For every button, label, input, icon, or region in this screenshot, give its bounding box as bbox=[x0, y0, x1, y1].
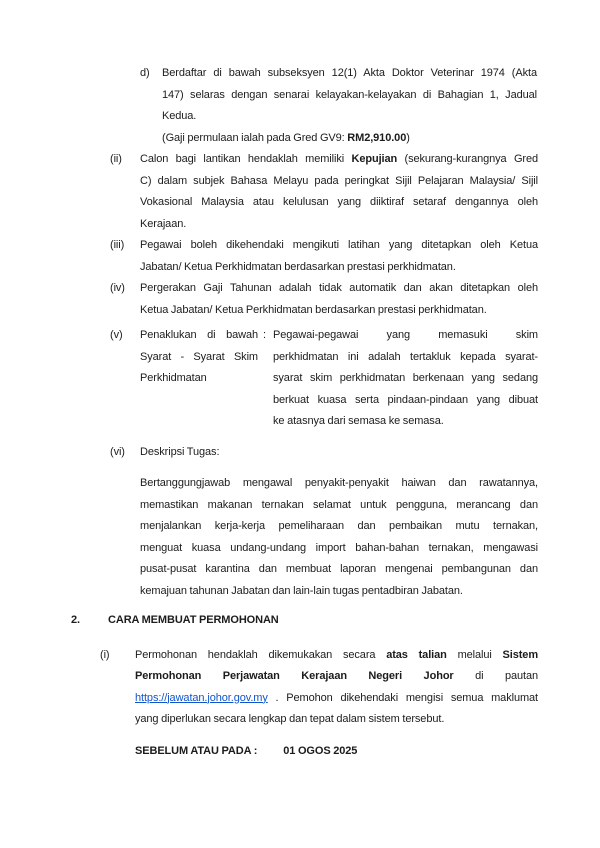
bold-text: atas talian bbox=[386, 648, 447, 661]
text-line bbox=[140, 214, 538, 236]
text-line bbox=[140, 368, 258, 390]
item-vi-label: (vi) bbox=[110, 445, 125, 458]
text-line bbox=[162, 106, 537, 128]
text-line bbox=[135, 709, 538, 731]
text-line bbox=[140, 495, 538, 517]
text-line bbox=[140, 257, 538, 279]
text-line bbox=[140, 300, 538, 322]
text-run: Syarat - Syarat Skim bbox=[140, 350, 258, 363]
item-iv bbox=[110, 278, 600, 321]
text-run: perkhidmatan ini adalah tertakluk kepada syarat- bbox=[273, 350, 538, 363]
text-run: berkuat kuasa serta pindaan-pindaan yang dibuat bbox=[273, 393, 538, 406]
text-line bbox=[140, 559, 538, 581]
bold-text: RM2,910.00 bbox=[347, 131, 407, 144]
text-run: melalui bbox=[446, 648, 503, 661]
item-i-label: (i) bbox=[100, 648, 110, 661]
item-vi-paragraph bbox=[140, 473, 538, 602]
text-run: (Gaji permulaan ialah pada Gred GV9: bbox=[162, 131, 348, 144]
text-line bbox=[273, 368, 538, 390]
text-line bbox=[140, 473, 538, 495]
text-run: pusat-pusat karantina dan membuat laporan mengenai pembangunan dan bbox=[140, 563, 538, 575]
item-ii-body bbox=[140, 149, 538, 235]
text-line bbox=[273, 411, 538, 433]
text-line bbox=[140, 171, 538, 193]
item-iii-label: (iii) bbox=[110, 239, 125, 251]
text-line bbox=[162, 63, 537, 85]
text-run: di pautan bbox=[453, 670, 538, 682]
item-ii-label: (ii) bbox=[110, 153, 122, 165]
text-line bbox=[140, 581, 538, 603]
text-line bbox=[140, 149, 538, 171]
text-run: ke atasnya dari semasa ke semasa. bbox=[273, 415, 444, 427]
text-line bbox=[135, 666, 538, 688]
text-run: syarat skim perkhidmatan berkenaan yang sedang bbox=[273, 372, 538, 384]
item-v bbox=[110, 325, 600, 433]
item-d-label: d) bbox=[140, 67, 150, 79]
text-line bbox=[140, 278, 538, 300]
deadline-label: SEBELUM ATAU PADA : bbox=[135, 744, 258, 757]
text-run: menjalankan kerja-kerja pemeliharaan dan pembaikan mutu ternakan, bbox=[140, 520, 538, 532]
item-i bbox=[100, 645, 600, 731]
item-v-left-column bbox=[140, 325, 258, 390]
text-line bbox=[135, 645, 538, 667]
item-v-colon: : bbox=[263, 329, 266, 341]
item-vi-title: Deskripsi Tugas: bbox=[140, 445, 220, 458]
text-run: (sekurang-kurangnya Gred bbox=[397, 153, 538, 165]
text-run: C) dalam subjek Bahasa Melayu pada peringkat Sijil Pelajaran Malaysia/ Sijil bbox=[140, 174, 538, 187]
bold-text: Kepujian bbox=[351, 153, 398, 165]
text-run: Penaklukan di bawah bbox=[140, 329, 258, 341]
text-run: 147) selaras dengan senarai kelayakan-kelayakan di Bahagian 1, Jadual bbox=[162, 88, 537, 101]
text-run: ) bbox=[406, 131, 410, 144]
text-run: Kerajaan. bbox=[140, 217, 187, 230]
item-v-label: (v) bbox=[110, 329, 123, 341]
deadline-line bbox=[135, 741, 600, 763]
text-line bbox=[135, 688, 538, 710]
text-run: Berdaftar di bawah subseksyen 12(1) Akta Doktor Veterinar 1974 (Akta bbox=[162, 67, 537, 79]
item-iii-body bbox=[140, 235, 538, 278]
section-2-heading-row bbox=[71, 610, 600, 632]
deadline-date: 01 OGOS 2025 bbox=[283, 744, 358, 757]
text-run: menguat kuasa undang-undang import bahan-bahan ternakan, mengawasi bbox=[140, 541, 538, 554]
text-run: . Pemohon dikehendaki mengisi semua maklumat bbox=[267, 691, 538, 704]
text-run: Perkhidmatan bbox=[140, 372, 207, 384]
section-2-heading: CARA MEMBUAT PERMOHONAN bbox=[108, 614, 279, 626]
item-v-right-column bbox=[273, 325, 538, 433]
jawatan-link[interactable]: https://jawatan.johor.gov.my bbox=[135, 691, 268, 704]
text-line bbox=[273, 325, 538, 347]
item-iv-label: (iv) bbox=[110, 282, 125, 294]
text-line bbox=[273, 347, 538, 369]
text-run: Kedua. bbox=[162, 110, 197, 122]
text-line bbox=[162, 85, 537, 107]
text-run: kemajuan tahunan Jabatan dan lain-lain tugas pentadbiran Jabatan. bbox=[140, 584, 463, 597]
text-run: yang diperlukan secara lengkap dan tepat dalam sistem tersebut. bbox=[135, 713, 445, 725]
item-d bbox=[140, 63, 600, 128]
text-run: Pegawai-pegawai yang memasuki skim bbox=[273, 329, 538, 341]
text-run: Calon bagi lantikan hendaklah memiliki bbox=[140, 153, 352, 165]
item-iv-body bbox=[140, 278, 538, 321]
text-line bbox=[140, 325, 258, 347]
text-run: Jabatan/ Ketua Perkhidmatan berdasarkan prestasi perkhidmatan. bbox=[140, 260, 456, 273]
text-line bbox=[140, 347, 258, 369]
section-2-number: 2. bbox=[71, 614, 80, 626]
item-ii bbox=[110, 149, 600, 235]
bold-text: Sistem bbox=[502, 648, 539, 661]
item-i-body bbox=[135, 645, 538, 731]
text-line bbox=[140, 235, 538, 257]
text-run: Bertanggungjawab mengawal penyakit-penyakit haiwan dan rawatannya, bbox=[140, 477, 538, 489]
text-line bbox=[140, 538, 538, 560]
text-run: Vokasional Malaysia atau kelulusan yang diiktiraf setaraf dengannya oleh bbox=[140, 196, 538, 208]
text-line bbox=[140, 192, 538, 214]
text-run: Pergerakan Gaji Tahunan adalah tidak automatik dan akan ditetapkan oleh bbox=[140, 282, 538, 294]
item-iii bbox=[110, 235, 600, 278]
text-line bbox=[273, 390, 538, 412]
bold-text: Permohonan Perjawatan Kerajaan Negeri Johor bbox=[135, 670, 454, 682]
text-run: Pegawai boleh dikehendaki mengikuti latihan yang ditetapkan oleh Ketua bbox=[140, 239, 538, 251]
item-vi bbox=[110, 442, 600, 464]
text-run: memastikan makanan ternakan selamat untuk pengguna, merancang dan bbox=[140, 498, 538, 511]
text-line bbox=[162, 128, 600, 150]
gaji-note bbox=[162, 128, 600, 150]
item-d-body bbox=[162, 63, 537, 128]
text-line bbox=[140, 516, 538, 538]
text-run: Permohonan hendaklah dikemukakan secara bbox=[135, 648, 387, 661]
text-run: Ketua Jabatan/ Ketua Perkhidmatan berdasarkan prestasi perkhidmatan. bbox=[140, 303, 487, 316]
